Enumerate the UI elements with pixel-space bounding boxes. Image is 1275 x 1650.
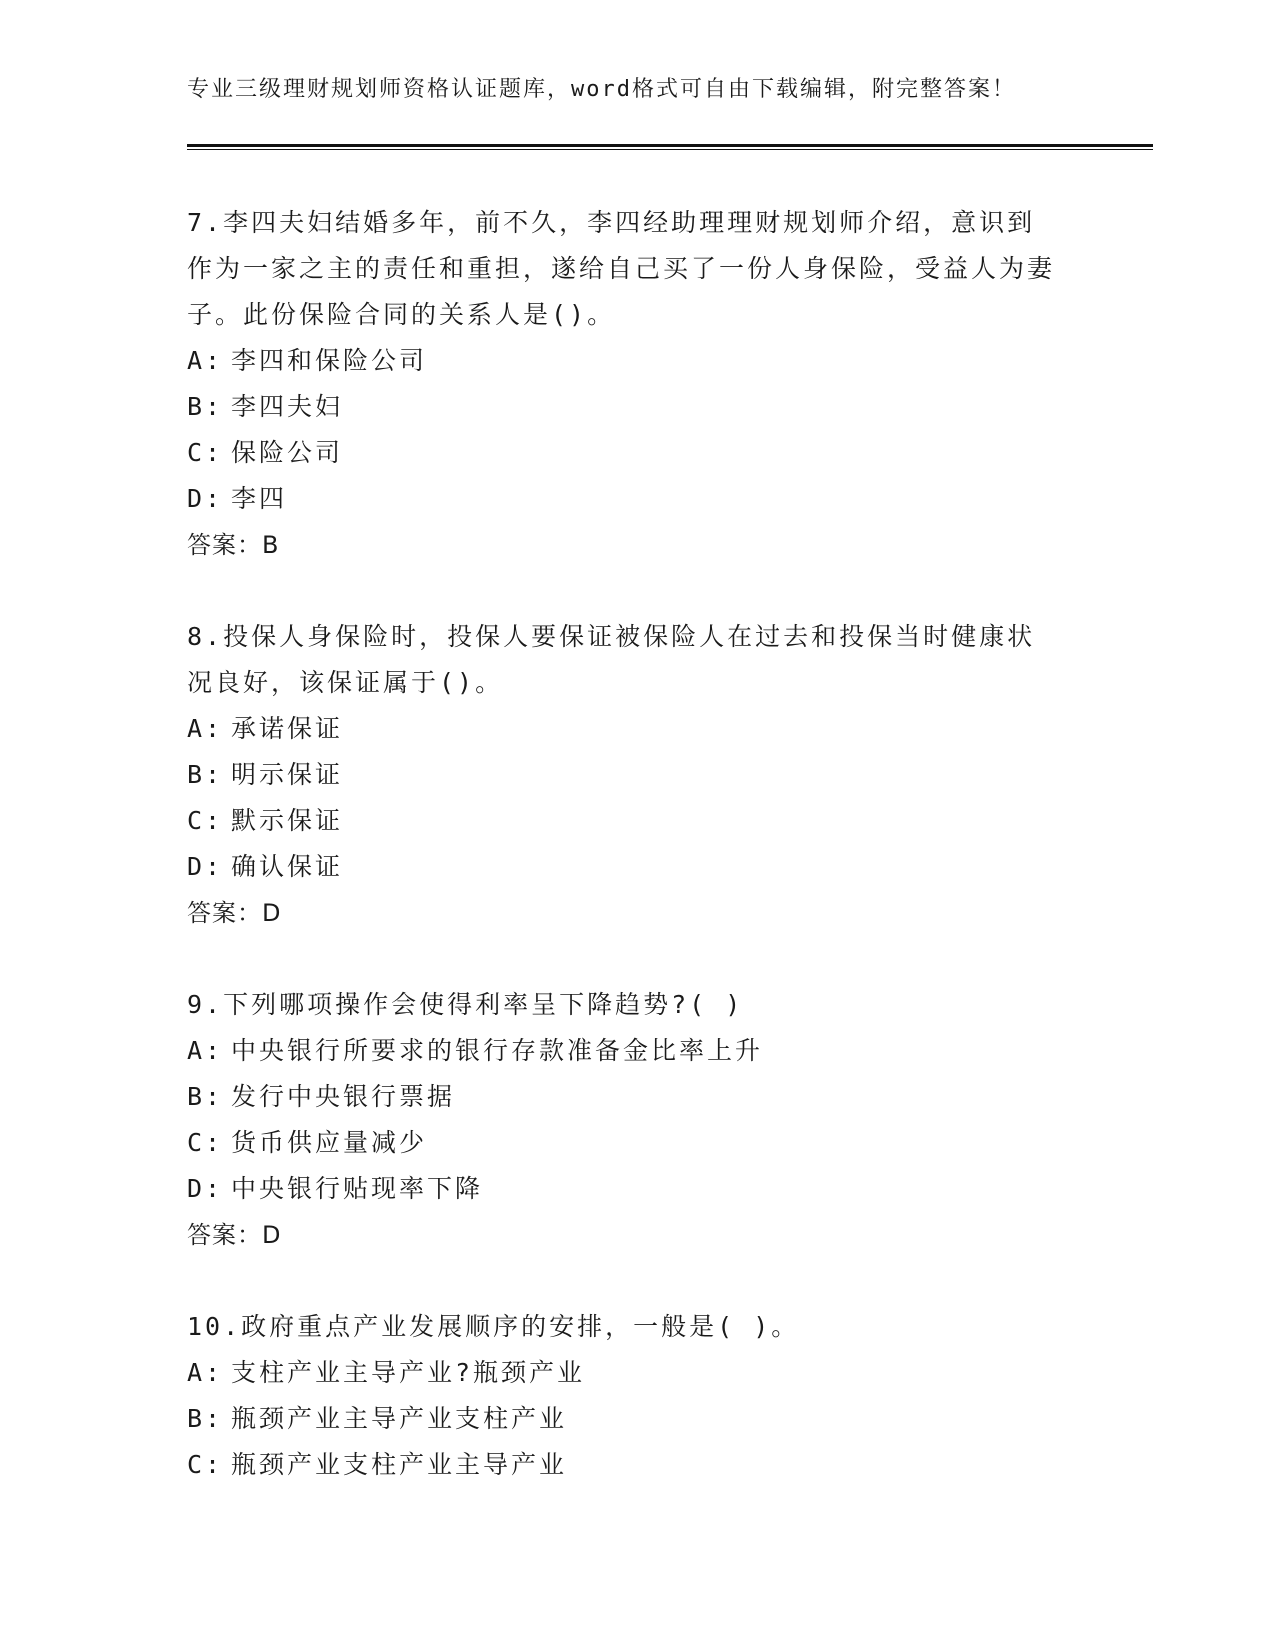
option-text: 瓶颈产业主导产业支柱产业	[231, 1404, 568, 1433]
option-text: 承诺保证	[231, 714, 344, 743]
option-a	[187, 1028, 1087, 1074]
option-b	[187, 752, 1087, 798]
option-key: A:	[187, 1036, 224, 1065]
question-10	[187, 1304, 1087, 1488]
question-stem: 10.政府重点产业发展顺序的安排，一般是( )。	[187, 1312, 800, 1341]
header-rule-thin	[187, 149, 1153, 150]
option-key: D:	[187, 852, 224, 881]
option-d	[187, 844, 1087, 890]
option-text: 确认保证	[231, 852, 344, 881]
option-d	[187, 1166, 1087, 1212]
option-b	[187, 1396, 1087, 1442]
option-text: 李四夫妇	[231, 392, 344, 421]
option-text: 默示保证	[231, 806, 344, 835]
option-a	[187, 706, 1087, 752]
question-stem: 8.投保人身保险时，投保人要保证被保险人在过去和投保当时健康状况良好，该保证属于()。	[187, 622, 1036, 697]
option-b	[187, 1074, 1087, 1120]
option-text: 发行中央银行票据	[231, 1082, 456, 1111]
option-c	[187, 430, 1087, 476]
question-8	[187, 614, 1087, 936]
option-key: C:	[187, 1128, 224, 1157]
option-c	[187, 798, 1087, 844]
option-key: B:	[187, 1082, 224, 1111]
option-text: 瓶颈产业支柱产业主导产业	[231, 1450, 568, 1479]
option-key: C:	[187, 806, 224, 835]
option-a	[187, 338, 1087, 384]
option-key: B:	[187, 760, 224, 789]
option-key: B:	[187, 1404, 224, 1433]
option-text: 李四和保险公司	[231, 346, 428, 375]
answer-line: 答案：D	[187, 899, 282, 927]
option-key: D:	[187, 484, 224, 513]
option-text: 明示保证	[231, 760, 344, 789]
option-a	[187, 1350, 1087, 1396]
option-c	[187, 1442, 1087, 1488]
option-key: C:	[187, 438, 224, 467]
option-text: 中央银行贴现率下降	[231, 1174, 484, 1203]
question-9	[187, 982, 1087, 1258]
option-text: 货币供应量减少	[231, 1128, 428, 1157]
option-key: A:	[187, 714, 224, 743]
option-text: 支柱产业主导产业?瓶颈产业	[231, 1358, 586, 1387]
option-text: 李四	[231, 484, 288, 513]
option-key: D:	[187, 1174, 224, 1203]
page-header-title: 专业三级理财规划师资格认证题库，word格式可自由下载编辑，附完整答案！	[187, 77, 1016, 102]
question-7	[187, 200, 1087, 568]
option-c	[187, 1120, 1087, 1166]
question-stem: 7.李四夫妇结婚多年，前不久，李四经助理理财规划师介绍，意识到作为一家之主的责任和重担，遂给自己买了一份人身保险，受益人为妻子。此份保险合同的关系人是()。	[187, 208, 1056, 329]
option-text: 保险公司	[231, 438, 344, 467]
option-b	[187, 384, 1087, 430]
option-d	[187, 476, 1087, 522]
question-stem: 9.下列哪项操作会使得利率呈下降趋势?( )	[187, 990, 744, 1019]
option-key: A:	[187, 1358, 224, 1387]
option-key: B:	[187, 392, 224, 421]
option-text: 中央银行所要求的银行存款准备金比率上升	[231, 1036, 764, 1065]
header-rule-thick	[187, 144, 1153, 147]
option-key: C:	[187, 1450, 224, 1479]
answer-line: 答案：D	[187, 1221, 282, 1249]
answer-line: 答案：B	[187, 531, 280, 559]
question-list	[187, 200, 1087, 1534]
option-key: A:	[187, 346, 224, 375]
